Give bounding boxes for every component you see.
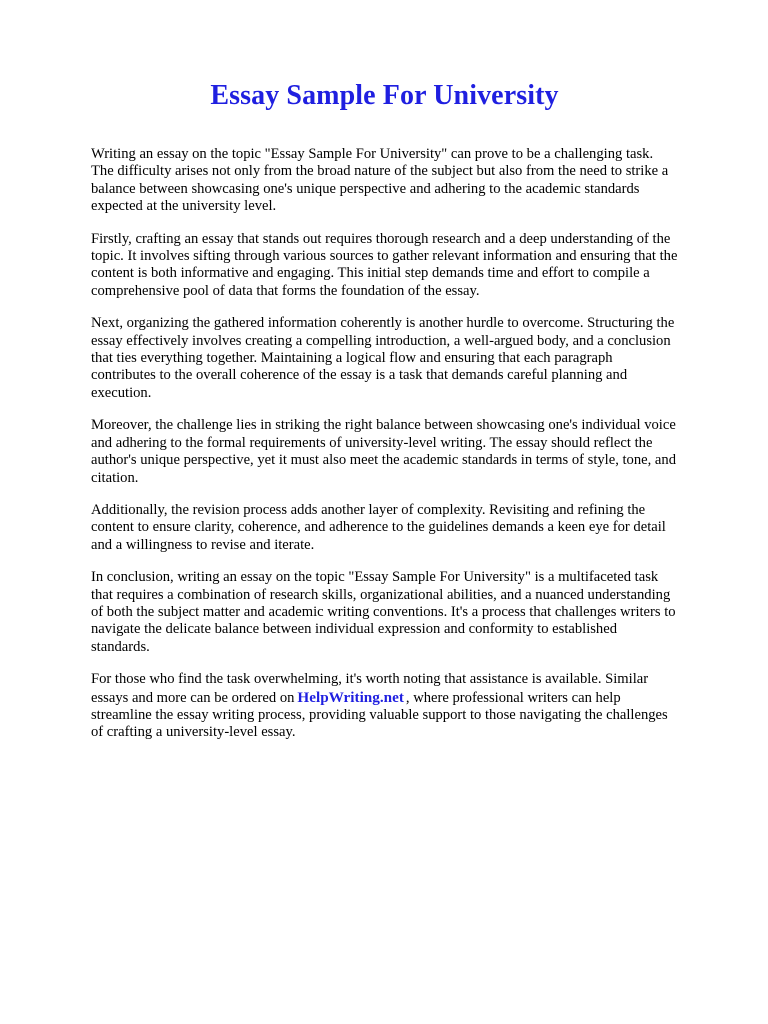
essay-paragraph-1: Writing an essay on the topic "Essay Sample For University" can prove to be a challenging task. The difficulty arises not only from the broad nature of the subject but also from the need to strike a balance between showcasing one's unique perspective and adhering to the academic standards expected at the university level. xyxy=(91,146,669,215)
essay-paragraph-6: In conclusion, writing an essay on the topic "Essay Sample For University" is a multifaceted task that requires a combination of research skills, organizational abilities, and a nuanced understanding of both the subject matter and academic writing conventions. It's a process that challenges writers to navigate the delicate balance between individual expression and conformity to established standards. xyxy=(91,569,676,655)
essay-paragraph-3: Next, organizing the gathered information coherently is another hurdle to overcome. Structuring the essay effectively involves creating a compelling introduction, a well-argued body, and a conclusion that ties everything together. Maintaining a logical flow and ensuring that each paragraph contributes to the overall coherence of the essay is a task that demands careful planning and execution. xyxy=(91,315,675,401)
helpwriting-link[interactable]: HelpWriting.net xyxy=(297,688,404,706)
page-title: Essay Sample For University xyxy=(210,80,559,111)
closing-text-after-link: , where professional writers can help streamline the essay writing process, providing valuable support to those navigating the challenges of crafting a university-level essay. xyxy=(91,689,668,741)
closing-text-before-link: For those who find the task overwhelming, it's worth noting that assistance is available. Similar essays and more can be ordered on xyxy=(91,671,649,706)
essay-paragraph-2: Firstly, crafting an essay that stands out requires thorough research and a deep understanding of the topic. It involves sifting through various sources to gather relevant information and ensuring that the content is both informative and engaging. This initial step demands time and effort to compile a comprehensive pool of data that forms the foundation of the essay. xyxy=(91,230,678,299)
essay-paragraph-5: Additionally, the revision process adds another layer of complexity. Revisiting and refining the content to ensure clarity, coherence, and adherence to the guidelines demands a keen eye for detail and a willingness to revise and iterate. xyxy=(91,501,666,553)
essay-paragraph-closing xyxy=(91,671,678,742)
essay-paragraph-4: Moreover, the challenge lies in striking the right balance between showcasing one's individual voice and adhering to the formal requirements of university-level writing. The essay should reflect the author's unique perspective, yet it must also meet the academic standards in terms of style, tone, and citation. xyxy=(91,417,676,486)
essay-body xyxy=(91,146,678,742)
